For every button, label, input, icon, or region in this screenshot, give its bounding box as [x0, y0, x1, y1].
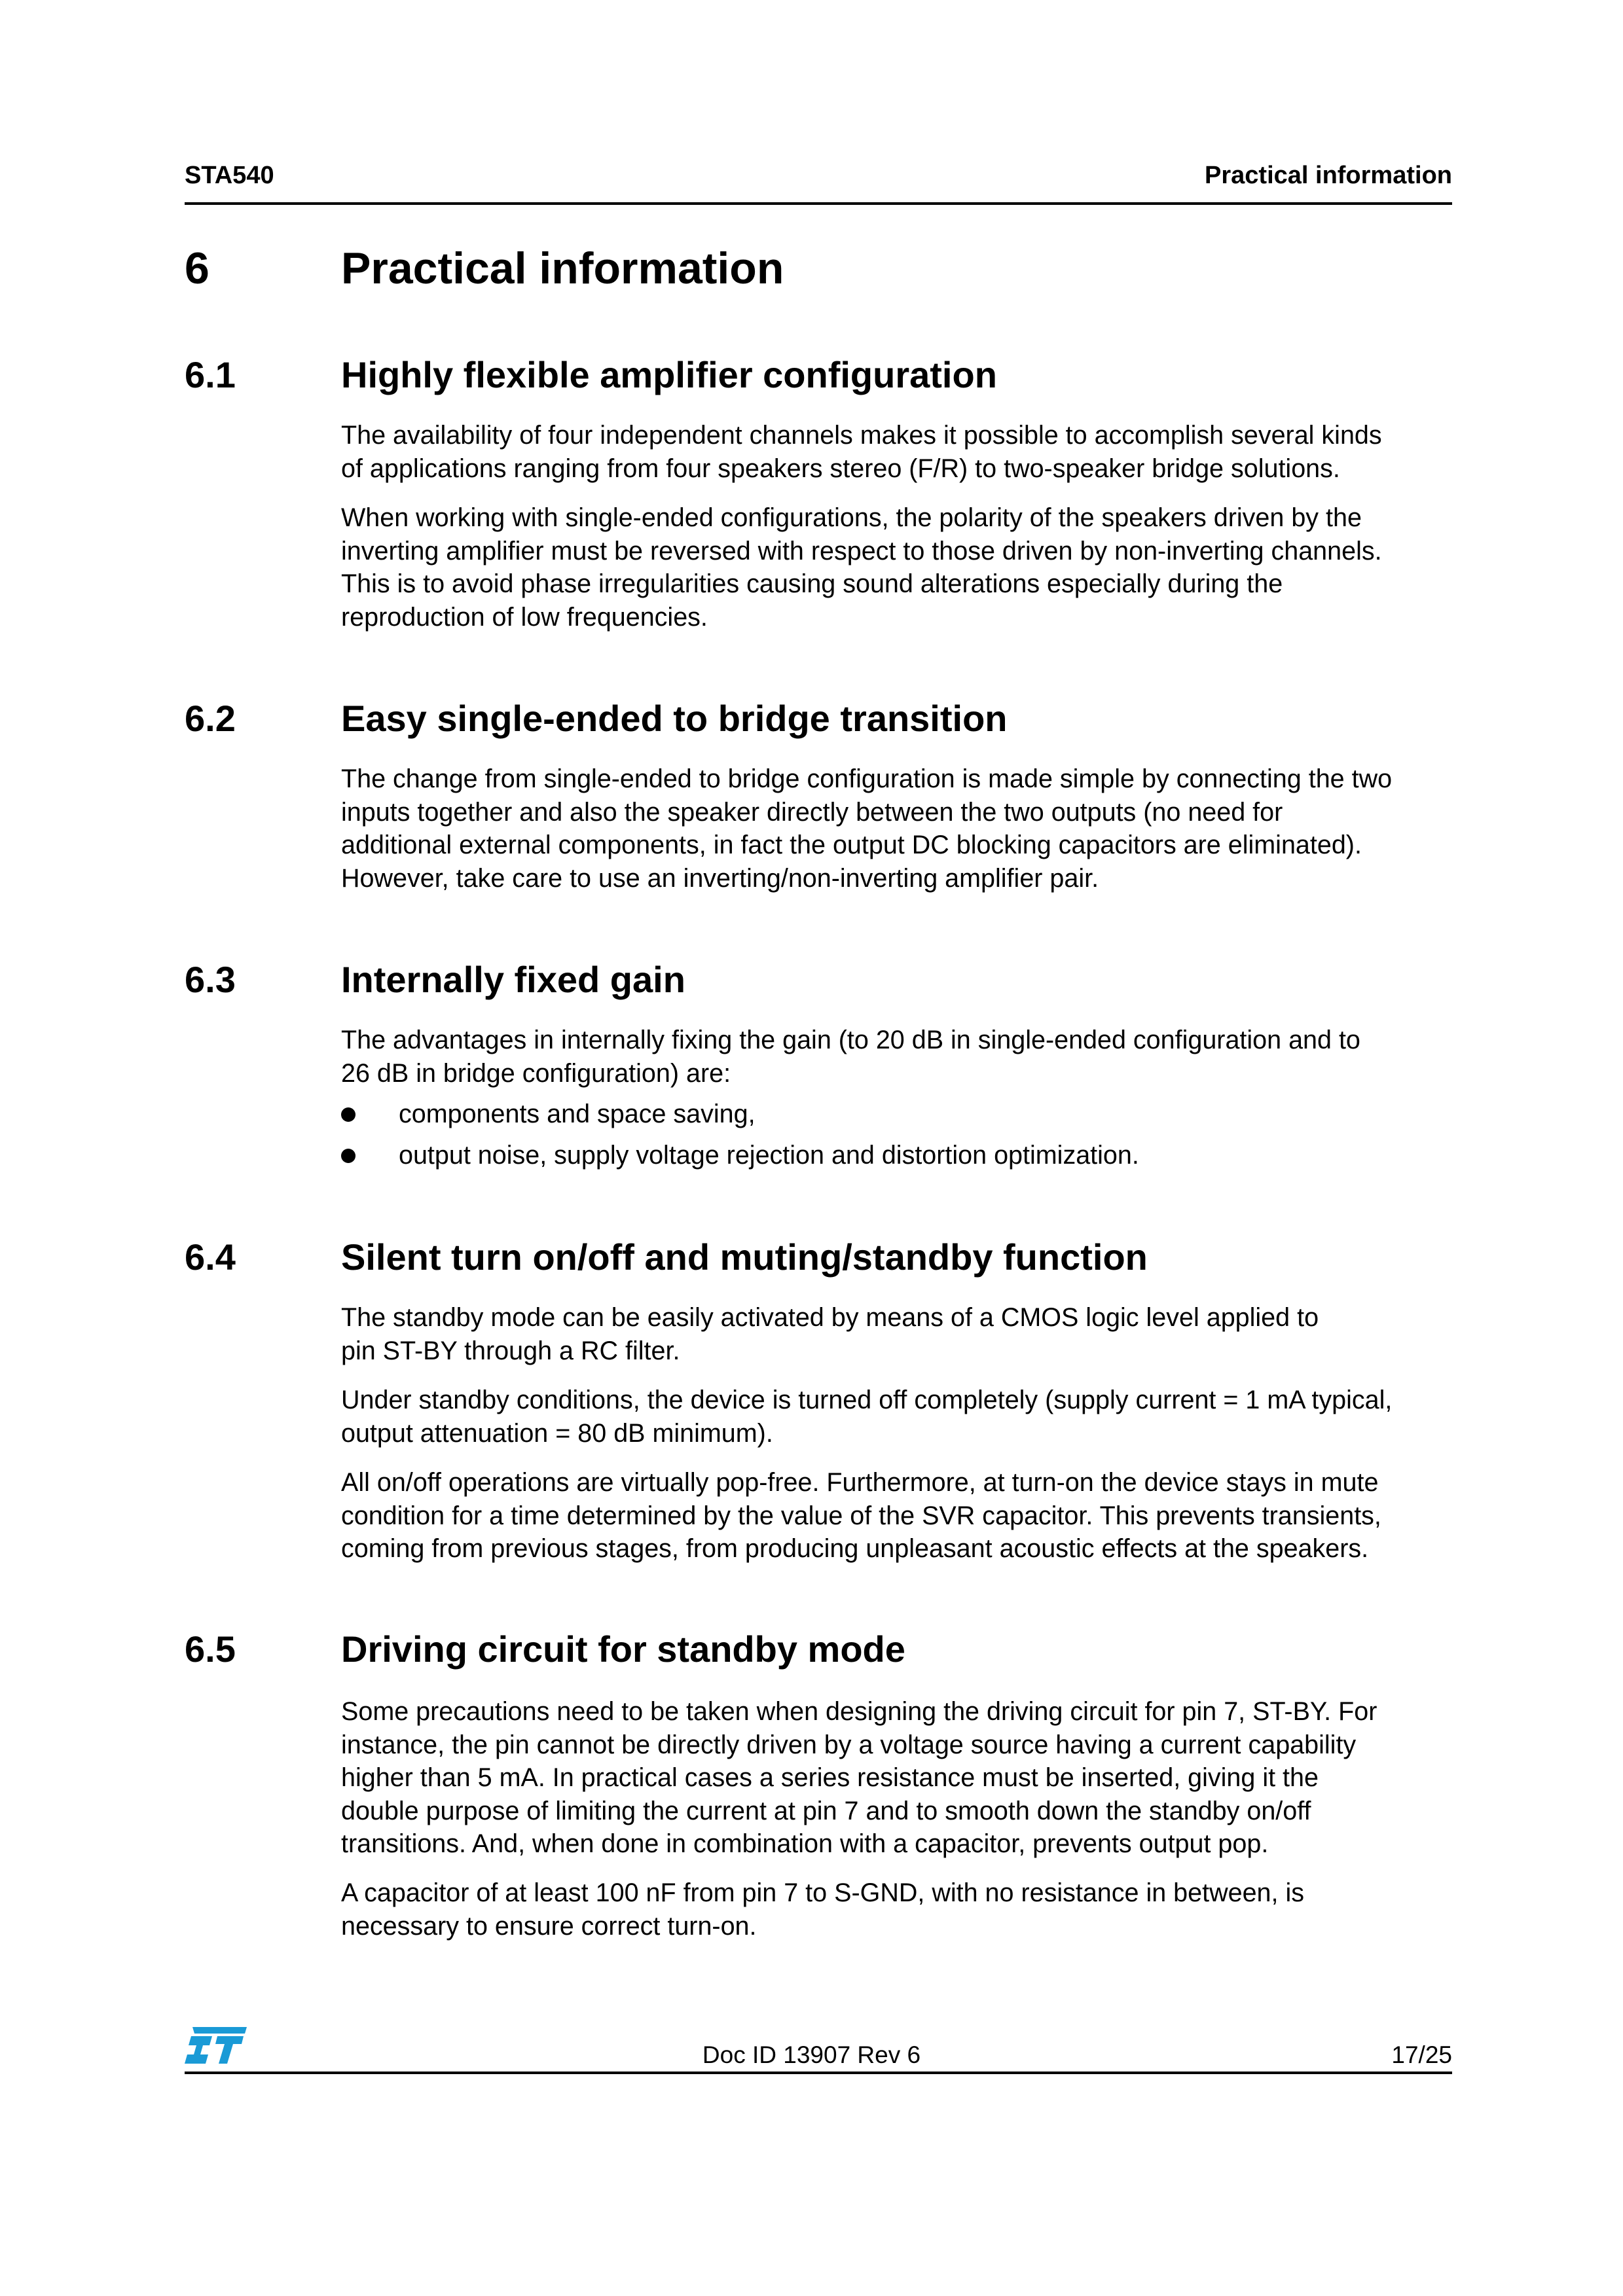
text-line: output attenuation = 80 dB minimum).	[341, 1418, 773, 1448]
bullet-icon	[341, 1149, 356, 1163]
text-line: pin ST-BY through a RC filter.	[341, 1336, 680, 1365]
text-line: Some precautions need to be taken when designing the driving circuit for pin 7, ST-BY. For	[341, 1697, 1377, 1726]
chapter-title: Practical information	[341, 243, 784, 293]
section-number: 6.1	[185, 354, 236, 395]
section-number: 6.3	[185, 959, 236, 1000]
text-line: 26 dB in bridge configuration) are:	[341, 1058, 731, 1088]
text-line: additional external components, in fact the output DC blocking capacitors are eliminated).	[341, 831, 1362, 859]
text-line: A capacitor of at least 100 nF from pin 7 to S-GND, with no resistance in between, is	[341, 1878, 1304, 1907]
section-number: 6.4	[185, 1236, 236, 1278]
paragraph	[341, 501, 1467, 634]
text-line: coming from previous stages, from producing unpleasant acoustic effects at the speakers.	[341, 1534, 1369, 1563]
text-line: inputs together and also the speaker directly between the two outputs (no need for	[341, 797, 1283, 827]
text-line: The advantages in internally fixing the gain (to 20 dB in single-ended configuration and to	[341, 1026, 1360, 1054]
footer-doc-id: Doc ID 13907 Rev 6	[702, 2041, 921, 2068]
text-line: The availability of four independent channels makes it possible to accomplish several kinds	[341, 421, 1382, 450]
text-line: Under standby conditions, the device is turned off completely (supply current = 1 mA typical,	[341, 1386, 1393, 1414]
footer-page-number: 17/25	[1391, 2041, 1452, 2068]
section-title: Highly flexible amplifier configuration	[341, 354, 997, 395]
text-line: When working with single-ended configurations, the polarity of the speakers driven by the	[341, 503, 1362, 532]
section-title: Internally fixed gain	[341, 959, 685, 1000]
paragraph	[341, 1876, 1467, 1943]
text-line: of applications ranging from four speakers stereo (F/R) to two-speaker bridge solutions.	[341, 454, 1340, 483]
text-line: This is to avoid phase irregularities causing sound alterations especially during the	[341, 569, 1283, 598]
text-line: necessary to ensure correct turn-on.	[341, 1911, 757, 1941]
header-doc-name: STA540	[185, 162, 274, 189]
section-number: 6.5	[185, 1628, 236, 1670]
text-line: higher than 5 mA. In practical cases a series resistance must be inserted, giving it the	[341, 1763, 1319, 1792]
section-number: 6.2	[185, 698, 236, 739]
bullet-icon	[341, 1107, 356, 1122]
text-line: transitions. And, when done in combination with a capacitor, prevents output pop.	[341, 1829, 1269, 1858]
text-line: The standby mode can be easily activated by means of a CMOS logic level applied to	[341, 1303, 1319, 1332]
chapter-number: 6	[185, 243, 210, 293]
section-title: Silent turn on/off and muting/standby function	[341, 1236, 1148, 1278]
text-line: instance, the pin cannot be directly driven by a voltage source having a current capability	[341, 1730, 1357, 1759]
text-line: condition for a time determined by the value of the SVR capacitor. This prevents transients,	[341, 1501, 1381, 1530]
paragraph	[341, 1695, 1467, 1861]
bullet-text: components and space saving,	[399, 1100, 756, 1128]
paragraph	[341, 1024, 1467, 1090]
header-section-name: Practical information	[1205, 162, 1452, 189]
section-title: Easy single-ended to bridge transition	[341, 698, 1008, 739]
section-title: Driving circuit for standby mode	[341, 1628, 905, 1670]
text-line: However, take care to use an inverting/non-inverting amplifier pair.	[341, 863, 1099, 893]
paragraph	[341, 762, 1467, 895]
text-line: double purpose of limiting the current at pin 7 and to smooth down the standby on/off	[341, 1796, 1311, 1825]
text-line: All on/off operations are virtually pop-free. Furthermore, at turn-on the device stays in mute	[341, 1468, 1379, 1497]
text-line: reproduction of low frequencies.	[341, 602, 708, 632]
footer-rule	[185, 2072, 1452, 2074]
paragraph	[341, 1301, 1467, 1367]
text-line: The change from single-ended to bridge configuration is made simple by connecting the two	[341, 764, 1393, 793]
bullet-text: output noise, supply voltage rejection and distortion optimization.	[399, 1141, 1139, 1170]
paragraph	[341, 1384, 1467, 1450]
header-rule	[185, 202, 1452, 205]
paragraph	[341, 419, 1467, 485]
text-line: inverting amplifier must be reversed with respect to those driven by non-inverting channels.	[341, 536, 1382, 565]
paragraph	[341, 1466, 1467, 1566]
